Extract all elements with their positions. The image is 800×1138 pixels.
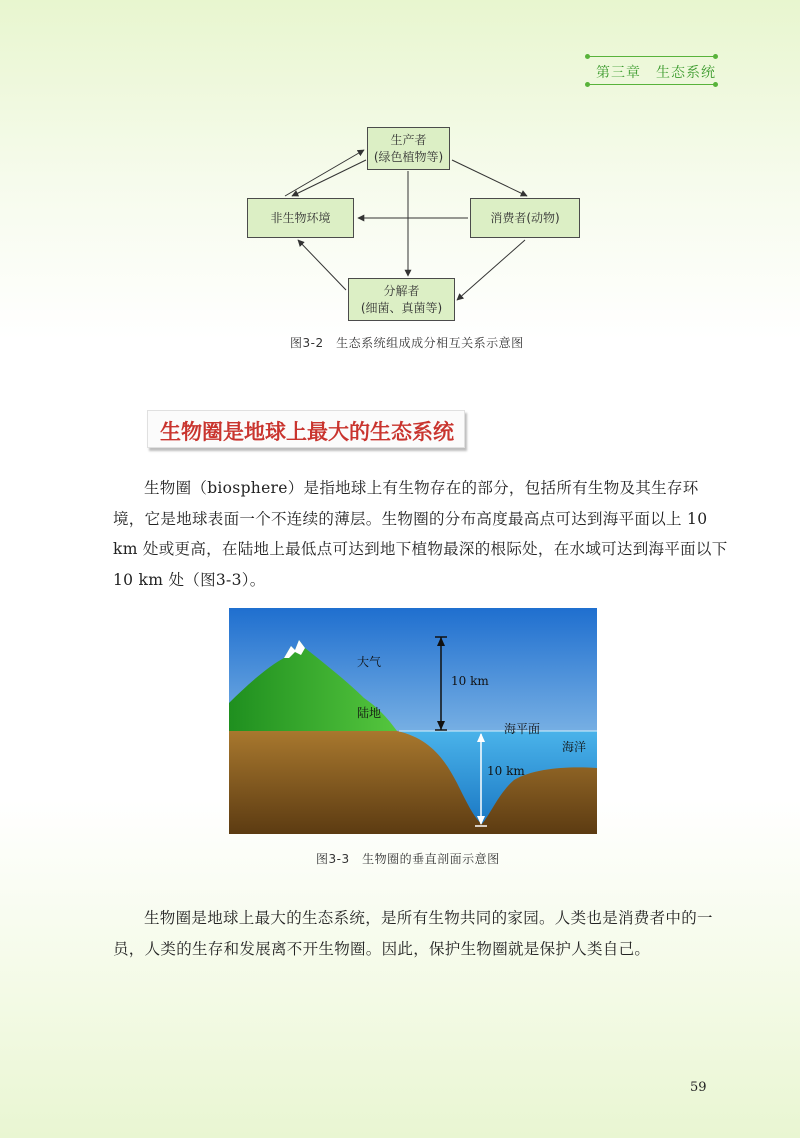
paragraph-biosphere-home: 生物圈是地球上最大的生态系统，是所有生物共同的家园。人类也是消费者中的一员，人类的生存和发展离不开生物圈。因此，保护生物圈就是保护人类自己。 [113, 909, 713, 958]
arrow-nonbio-to-producer [285, 150, 364, 196]
arrow-consumer-to-decomposer [457, 240, 525, 300]
chapter-header [588, 52, 716, 90]
chapter-title: 第三章 生态系统 [596, 65, 716, 81]
header-top-rule [588, 56, 716, 57]
sea-level-label: 海平面 [504, 722, 541, 736]
producer-label: 生产者 [390, 132, 427, 147]
producer-examples: (绿色植物等) [373, 149, 444, 164]
arrow-producer-to-nonbio [292, 160, 366, 196]
header-dot [585, 54, 590, 59]
arrow-decomposer-to-nonbio [298, 240, 346, 290]
arrow-producer-to-consumer [452, 160, 527, 196]
section-title-box [147, 410, 465, 448]
cross-section-illustration [229, 608, 597, 834]
nonbio-node [247, 198, 354, 238]
page-number: 59 [690, 1080, 707, 1095]
header-dot [585, 82, 590, 87]
height-label: 10 km [451, 674, 489, 688]
consumer-label: 消费者(动物) [490, 210, 560, 225]
atmosphere-label: 大气 [357, 655, 382, 669]
header-bottom-rule [588, 84, 716, 85]
paragraph-biosphere-definition: 生物圈（biosphere）是指地球上有生物存在的部分，包括所有生物及其生存环境，它是地球表面一个不连续的薄层。生物圈的分布高度最高点可达到海平面以上 10 km 处或更高，在陆地上最低点可达到地下植物最深的根际处，在水域可达到海平面以下 10 km 处（图3-3）。 [113, 479, 728, 589]
header-dot [713, 54, 718, 59]
decomposer-examples: (细菌、真菌等) [360, 300, 443, 315]
decomposer-label: 分解者 [383, 283, 420, 298]
header-dot [713, 82, 718, 87]
figure-3-3-caption: 图3-3 生物圈的垂直剖面示意图 [316, 852, 500, 866]
decomposer-node [348, 278, 455, 321]
biosphere-cross-section [229, 608, 597, 834]
depth-label: 10 km [487, 764, 525, 778]
figure-3-2-caption: 图3-2 生态系统组成成分相互关系示意图 [290, 336, 524, 350]
land-label: 陆地 [357, 706, 382, 720]
ecosystem-diagram [240, 120, 590, 325]
section-title: 生物圈是地球上最大的生态系统 [160, 420, 454, 444]
consumer-node [470, 198, 580, 238]
producer-node [367, 127, 450, 170]
ocean-label: 海洋 [562, 740, 587, 754]
nonbio-label: 非生物环境 [270, 210, 331, 225]
